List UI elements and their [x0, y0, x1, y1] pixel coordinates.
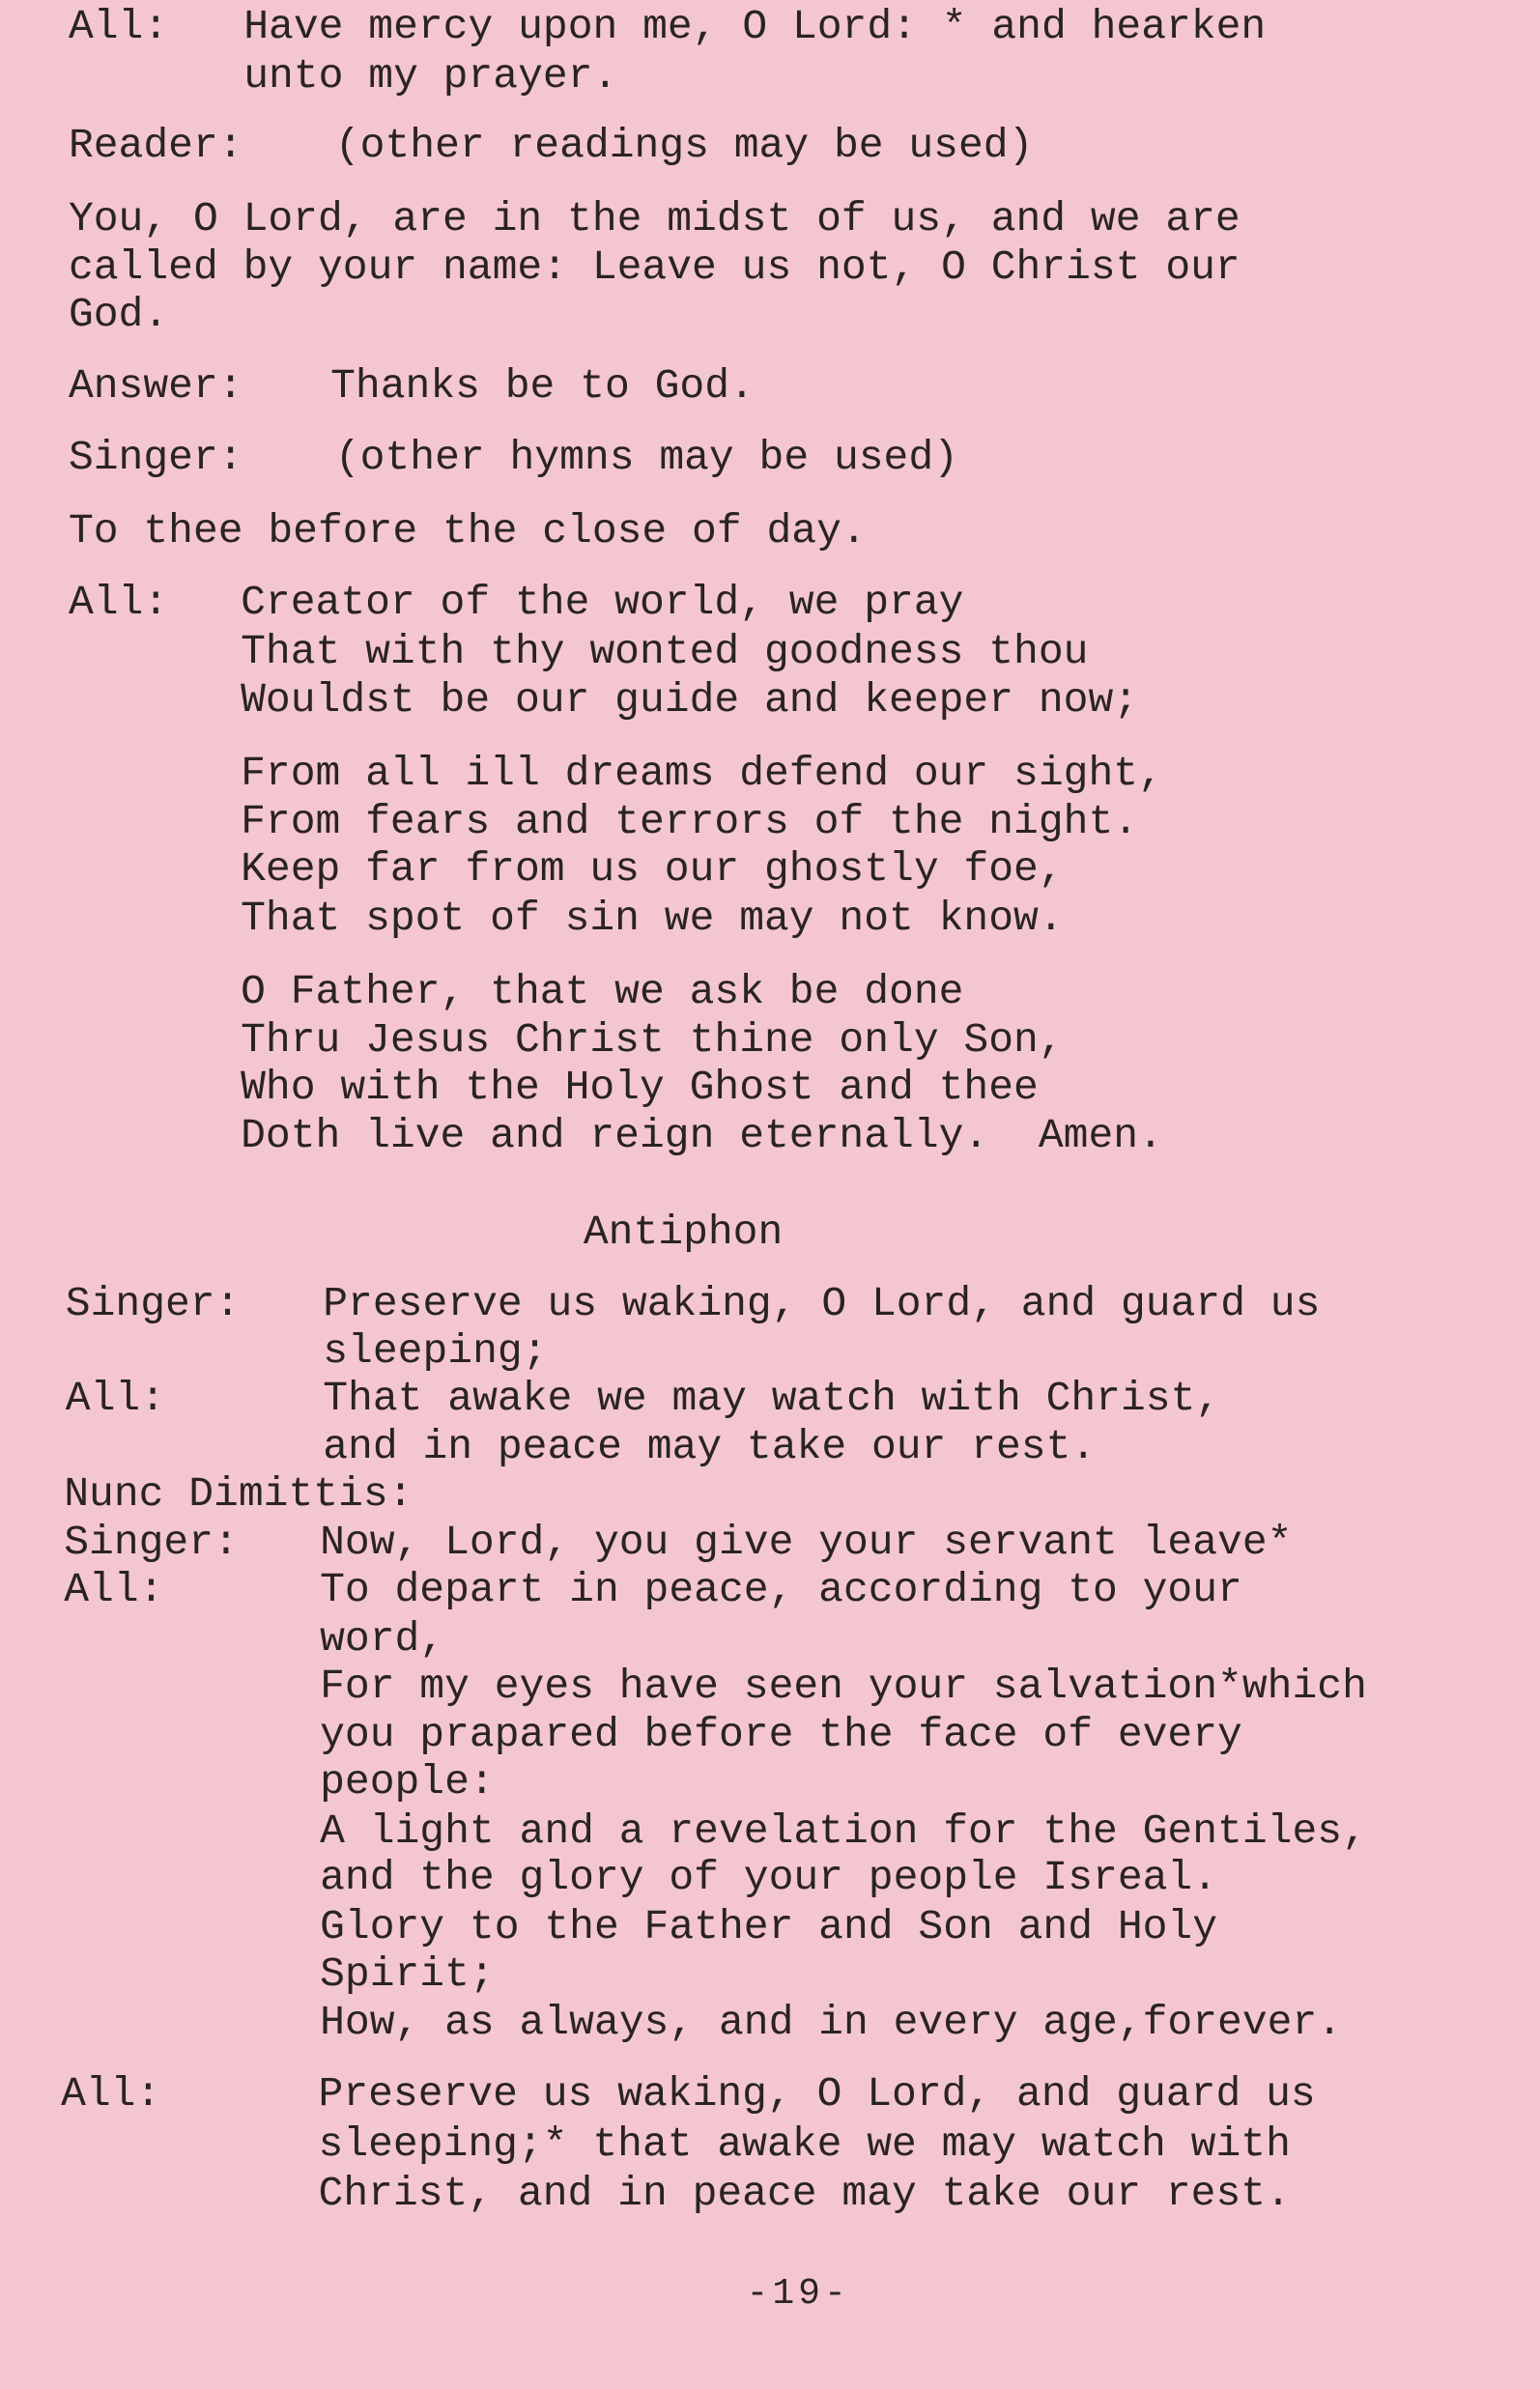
canticle-line: word, — [320, 1614, 445, 1663]
speaker-label: Singer: — [64, 1519, 239, 1567]
reading-line: God. — [68, 291, 169, 339]
reading-line: called by your name: Leave us not, O Christ our — [68, 243, 1241, 292]
verse-line: unto my prayer. — [243, 51, 618, 100]
rubric-line: (other hymns may be used) — [334, 434, 958, 482]
canticle-line: To depart in peace, according to your — [320, 1566, 1242, 1614]
canticle-line: Glory to the Father and Son and Holy — [320, 1902, 1218, 1950]
speaker-label: Answer: — [68, 362, 243, 411]
page-number: -19- — [746, 2272, 850, 2315]
speaker-label: Singer: — [68, 434, 243, 482]
speaker-label: All: — [64, 1566, 164, 1614]
canticle-line: you prapared before the face of every — [320, 1711, 1242, 1759]
antiphon-line: Preserve us waking, O Lord, and guard us — [323, 1279, 1321, 1327]
hymn-line: Thru Jesus Christ thine only Son, — [241, 1015, 1064, 1064]
speaker-label: All: — [68, 3, 169, 51]
speaker-label: All: — [68, 579, 169, 627]
hymn-line: Creator of the world, we pray — [241, 579, 964, 627]
response-line: Thanks be to God. — [330, 362, 755, 411]
antiphon-line: sleeping;* that awake we may watch with — [318, 2120, 1291, 2169]
antiphon-line: Preserve us waking, O Lord, and guard us — [318, 2070, 1316, 2119]
canticle-line: A light and a revelation for the Gentiles, — [320, 1806, 1367, 1855]
speaker-label: All: — [65, 1374, 165, 1422]
antiphon-line: That awake we may watch with Christ, — [323, 1374, 1221, 1422]
canticle-line: How, as always, and in every age,forever. — [320, 1999, 1343, 2047]
hymn-line: From fears and terrors of the night. — [241, 798, 1139, 846]
antiphon-line: sleeping; — [323, 1326, 548, 1375]
speaker-label: Reader: — [68, 122, 243, 170]
hymn-line: That spot of sin we may not know. — [241, 894, 1064, 942]
hymn-line: O Father, that we ask be done — [241, 967, 964, 1015]
hymn-title: To thee before the close of day. — [68, 507, 867, 555]
hymn-line: From all ill dreams defend our sight, — [241, 749, 1163, 797]
hymn-line: Who with the Holy Ghost and thee — [241, 1063, 1039, 1111]
canticle-line: Now, Lord, you give your servant leave* — [320, 1519, 1293, 1567]
hymn-line: Wouldst be our guide and keeper now; — [241, 676, 1139, 725]
canticle-line: and the glory of your people Isreal. — [320, 1854, 1218, 1902]
verse-line: Have mercy upon me, O Lord: * and hearken — [243, 3, 1267, 51]
rubric-line: (other readings may be used) — [334, 122, 1034, 170]
section-heading: Antiphon — [583, 1208, 784, 1256]
hymn-line: Doth live and reign eternally. Amen. — [241, 1112, 1163, 1160]
canticle-line: people: — [320, 1758, 495, 1806]
speaker-label: All: — [61, 2070, 161, 2119]
antiphon-line: and in peace may take our rest. — [323, 1423, 1097, 1471]
reading-line: You, O Lord, are in the midst of us, and we are — [68, 194, 1241, 242]
antiphon-line: Christ, and in peace may take our rest. — [318, 2169, 1291, 2217]
canticle-line: For my eyes have seen your salvation*which — [320, 1662, 1367, 1710]
speaker-label: Singer: — [65, 1279, 241, 1327]
hymn-line: Keep far from us our ghostly foe, — [241, 845, 1064, 894]
canticle-line: Spirit; — [320, 1949, 495, 1998]
canticle-title: Nunc Dimittis: — [64, 1469, 414, 1518]
hymn-line: That with thy wonted goodness thou — [241, 627, 1089, 675]
